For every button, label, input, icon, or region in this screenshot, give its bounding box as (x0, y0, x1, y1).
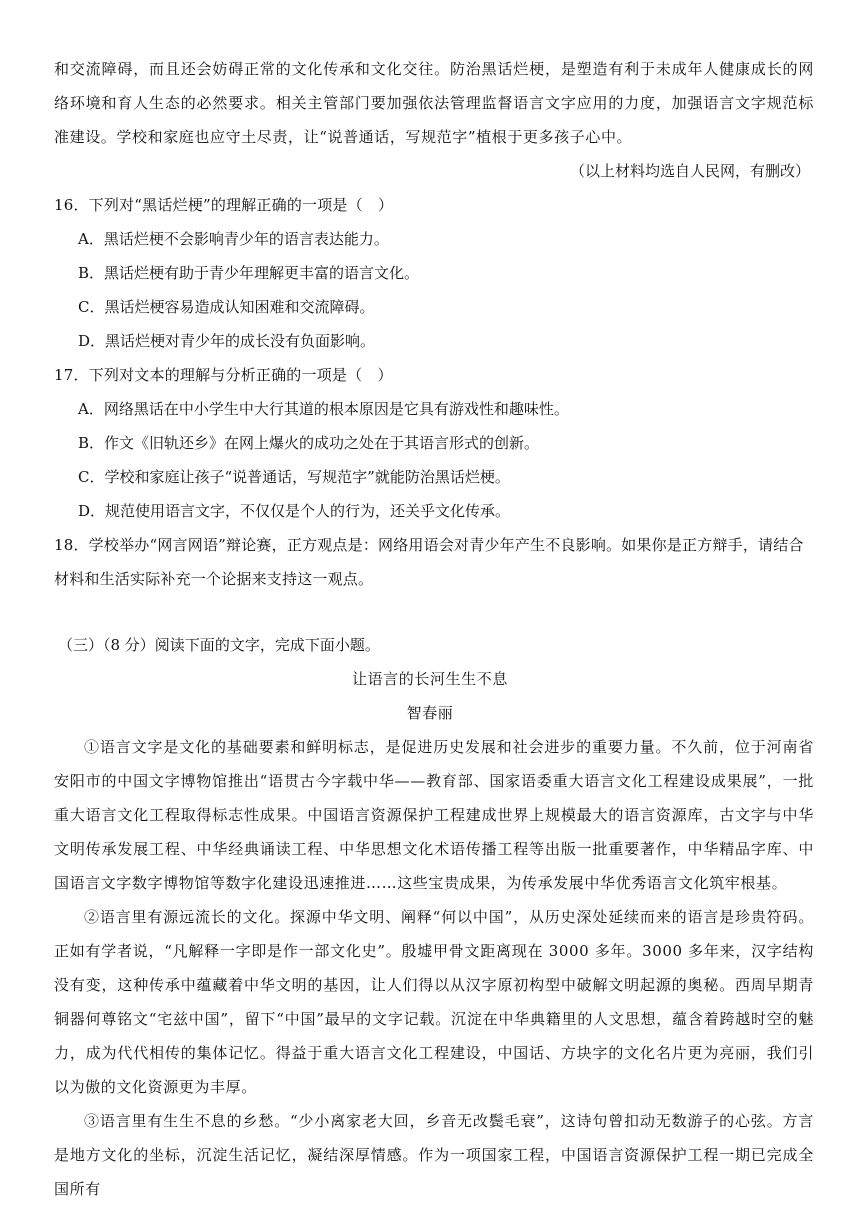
article-paragraph-2: ②语言里有源远流长的文化。探源中华文明、阐释“何以中国”，从历史深处延续而来的语言是珍贵符码。正如有学者说，“凡解释一字即是作一部文化史”。殷墟甲骨文距离现在 3000 多年。3000 多年来，汉字结构没有变，这种传承中蕴藏着中华文明的基因，让人们得以从汉字原初构型中破解文明起源的奥秘。西周早期青铜器何尊铭文“宅兹中国”，留下“中国”最早的文字记载。沉淀在中华典籍里的人文思想，蕴含着跨越时空的魅力，成为代代相传的集体记忆。得益于重大语言文化工程建设，中国话、方块字的文化名片更为亮丽，我们引以为傲的文化资源更为丰厚。 (54, 908, 814, 1096)
intro-paragraph: 和交流障碍，而且还会妨碍正常的文化传承和文化交往。防治黑话烂梗，是塑造有利于未成年人健康成长的网络环境和育人生态的必然要求。相关主管部门要加强依法管理监督语言文字应用的力度，加强语言文字规范标准建设。学校和家庭也应守土尽责，让“说普通话，写规范字”植根于更多孩子心中。 (54, 60, 814, 146)
q17-option-d: D．规范使用语言文字，不仅仅是个人的行为，还关乎文化传承。 (78, 502, 511, 520)
q16-option-d: D．黑话烂梗对青少年的成长没有负面影响。 (78, 332, 376, 350)
q17-option-a: A．网络黑话在中小学生中大行其道的根本原因是它具有游戏性和趣味性。 (78, 400, 569, 418)
q16-option-a: A．黑话烂梗不会影响青少年的语言表达能力。 (78, 230, 389, 248)
article-author: 智春丽 (406, 704, 454, 722)
question-16-stem: 16．下列对“黑话烂梗”的理解正确的一项是（ ） (54, 196, 394, 214)
article-paragraph-1: ①语言文字是文化的基础要素和鲜明标志，是促进历史发展和社会进步的重要力量。不久前，位于河南省安阳市的中国文字博物馆推出“语贯古今字载中华——教育部、国家语委重大语言文化工程建设成果展”，一批重大语言文化工程取得标志性成果。中国语言资源保护工程建成世界上规模最大的语言资源库，古文字与中华文明传承发展工程、中华经典诵读工程、中华思想文化术语传播工程等出版一批重要著作，中华精品字库、中国语言文字数字博物馆等数字化建设迅速推进……这些宝贵成果，为传承发展中华优秀语言文化筑牢根基。 (54, 738, 814, 892)
question-18: 18．学校举办“网言网语”辩论赛，正方观点是：网络用语会对青少年产生不良影响。如果你是正方辩手，请结合材料和生活实际补充一个论据来支持这一观点。 (54, 536, 804, 588)
article-title: 让语言的长河生生不息 (351, 670, 508, 688)
q16-option-b: B．黑话烂梗有助于青少年理解更丰富的语言文化。 (78, 264, 420, 282)
q17-option-b: B．作文《旧轨还乡》在网上爆火的成功之处在于其语言形式的创新。 (78, 434, 540, 452)
section-3-heading: （三）（8 分）阅读下面的文字，完成下面小题。 (58, 636, 380, 654)
q16-option-c: C．黑话烂梗容易造成认知困难和交流障碍。 (78, 298, 375, 316)
article-paragraph-3: ③语言里有生生不息的乡愁。“少小离家老大回，乡音无改鬓毛衰”，这诗句曾扣动无数游子的心弦。方言是地方文化的坐标，沉淀生活记忆，凝结深厚情感。作为一项国家工程，中国语言资源保护工程一期已完成全国所有 (54, 1112, 814, 1198)
q17-option-c: C．学校和家庭让孩子“说普通话，写规范字”就能防治黑话烂梗。 (78, 468, 510, 486)
source-note: （以上材料均选自人民网，有删改） (569, 162, 810, 180)
question-17-stem: 17．下列对文本的理解与分析正确的一项是（ ） (54, 366, 393, 384)
